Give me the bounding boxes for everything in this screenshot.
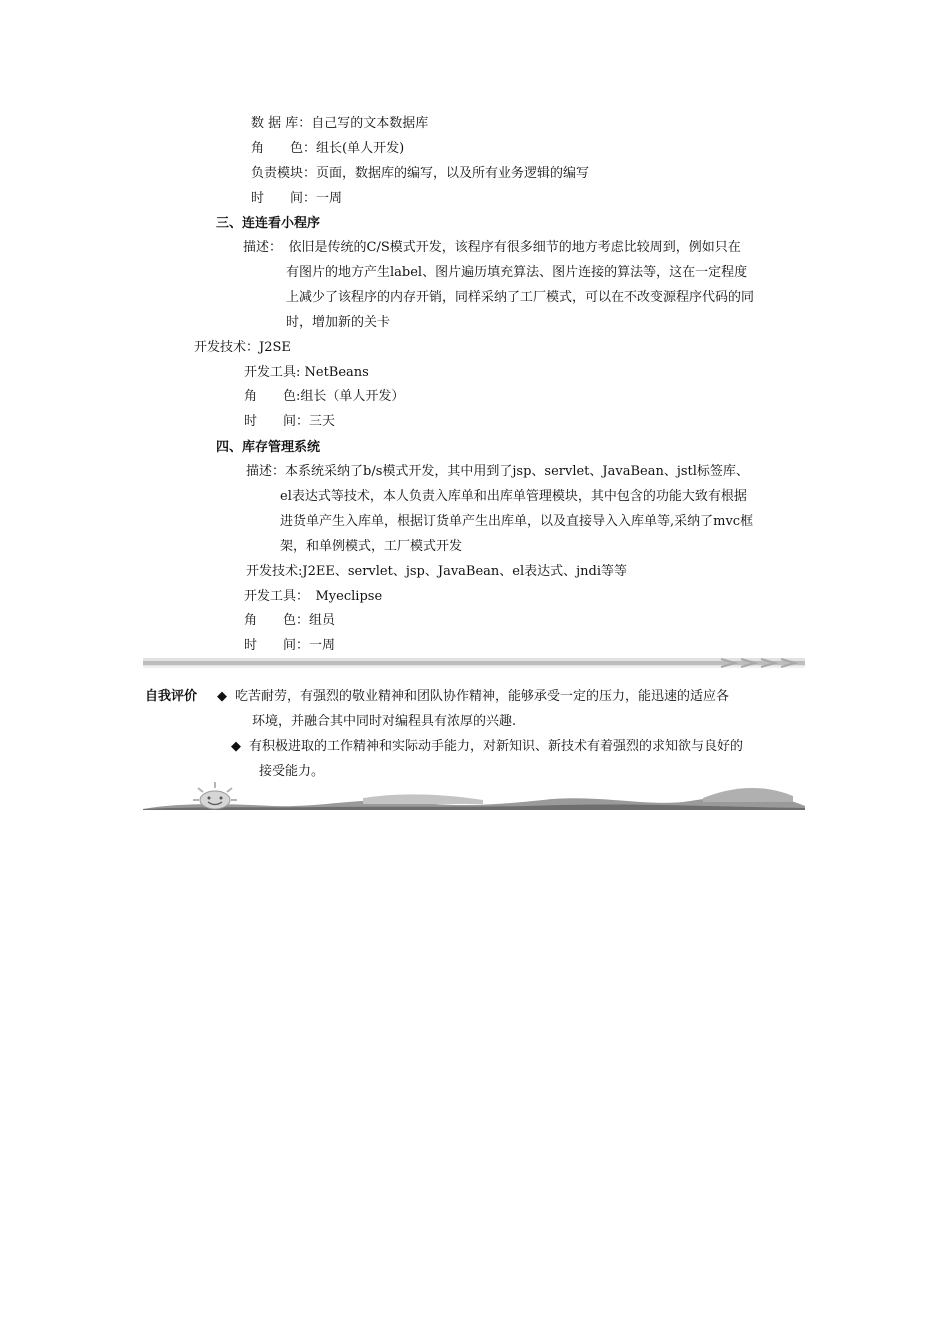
project3-desc-line-2: 有图片的地方产生label、图片遍历填充算法、图片连接的算法等，这在一定程度 — [286, 265, 748, 280]
project3-title: 三、连连看小程序 — [216, 216, 321, 231]
section-divider — [143, 658, 805, 668]
project4-title: 四、库存管理系统 — [216, 440, 321, 455]
project4-tech: 开发技术:J2EE、servlet、jsp、JavaBean、el表达式、jndi等等 — [246, 564, 628, 579]
self-eval-item-1 — [217, 688, 729, 706]
self-eval-item-2-line-2: 接受能力。 — [259, 764, 325, 779]
project3-role: 角 色:组长（单人开发） — [244, 389, 405, 404]
project3-desc-line-3: 上减少了该程序的内存开销，同样采纳了工厂模式，可以在不改变源程序代码的同 — [286, 290, 755, 305]
project3-desc-line-1: 描述： 依旧是传统的C/S模式开发，该程序有很多细节的地方考虑比较周到，例如只在 — [243, 240, 741, 255]
project3-tool: 开发工具: NetBeans — [244, 365, 369, 380]
self-eval-item-2-line-1: 有积极进取的工作精神和实际动手能力，对新知识、新技术有着强烈的求知欲与良好的 — [249, 739, 744, 754]
project3-desc-line-4: 时，增加新的关卡 — [286, 315, 391, 330]
self-eval-item-1-line-2: 环境，并融合其中同时对编程具有浓厚的兴趣. — [252, 714, 517, 729]
self-eval-item-1-line-1: 吃苦耐劳，有强烈的敬业精神和团队协作精神，能够承受一定的压力，能迅速的适应各 — [235, 689, 730, 704]
project4-time: 时 间：一周 — [244, 638, 336, 653]
project4-desc-line-1: 描述：本系统采纳了b/s模式开发，其中用到了jsp、servlet、JavaBean、jstl标签库、 — [246, 464, 749, 479]
project4-desc-line-2: el表达式等技术，本人负责入库单和出库单管理模块，其中包含的功能大致有根据 — [280, 489, 747, 504]
footer-wave-decoration — [143, 780, 805, 810]
project2-database: 数 据 库：自己写的文本数据库 — [251, 116, 429, 131]
project4-tool: 开发工具： Myeclipse — [244, 589, 383, 604]
self-eval-item-2 — [231, 738, 743, 756]
diamond-bullet-icon: ◆ — [217, 689, 227, 704]
project4-desc-line-3: 进货单产生入库单，根据订货单产生出库单，以及直接导入入库单等,采纳了mvc框 — [280, 514, 754, 529]
project4-desc-line-4: 架，和单例模式，工厂模式开发 — [280, 539, 463, 554]
project3-time: 时 间：三天 — [244, 414, 336, 429]
diamond-bullet-icon: ◆ — [231, 739, 241, 754]
project2-modules: 负责模块：页面，数据库的编写，以及所有业务逻辑的编写 — [251, 166, 590, 181]
self-eval-label: 自我评价 — [145, 689, 198, 704]
project2-time: 时 间：一周 — [251, 191, 343, 206]
project4-role: 角 色：组员 — [244, 613, 336, 628]
project2-role: 角 色：组长(单人开发) — [251, 141, 405, 156]
project3-tech: 开发技术：J2SE — [194, 340, 291, 355]
